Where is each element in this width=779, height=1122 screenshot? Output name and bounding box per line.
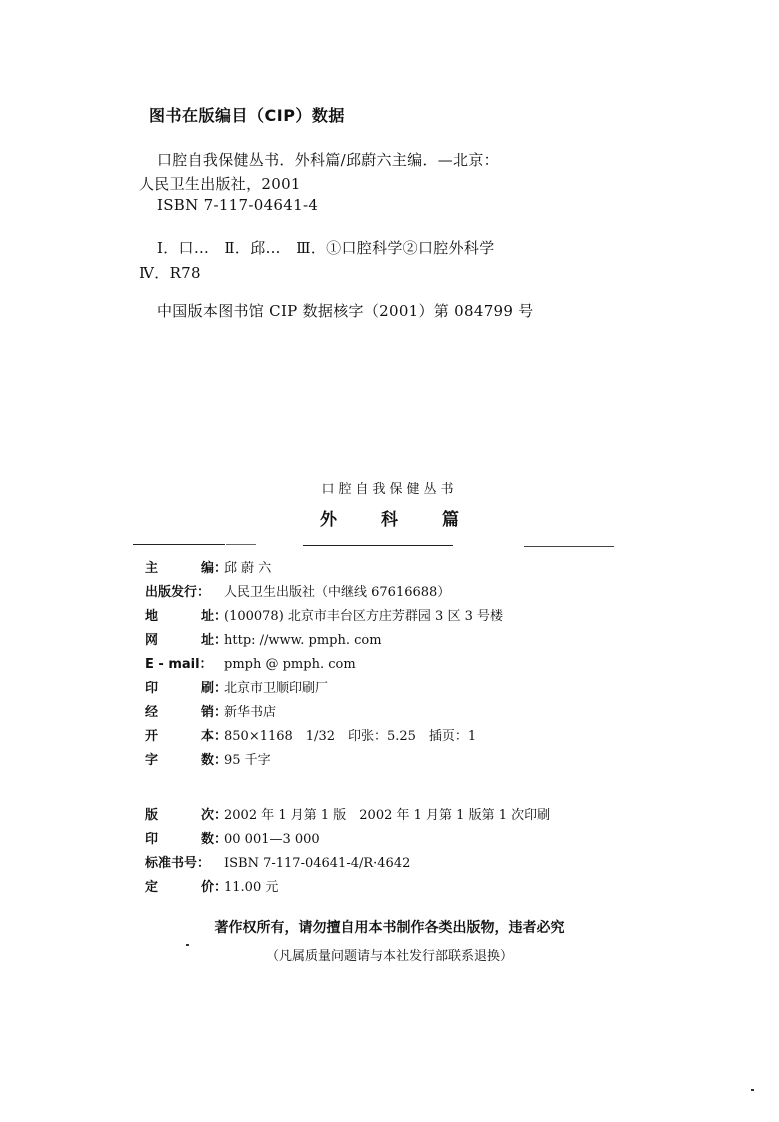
cip-classification: Ⅰ．口… Ⅱ．邱… Ⅲ．①口腔科学②口腔外科学: [157, 239, 495, 257]
info-label: 次：: [201, 808, 228, 823]
info-label: 址：: [201, 633, 228, 648]
info-label: 网: [145, 633, 159, 648]
info-label: 印: [145, 832, 159, 847]
info-row-isbn: [145, 854, 410, 874]
info-row-printer: [145, 679, 328, 699]
info-label: 出版发行：: [145, 585, 211, 600]
info-value: pmph @ pmph. com: [224, 657, 356, 672]
info-row-format: [145, 727, 476, 747]
divider-rule: [303, 545, 453, 546]
info-label: 价：: [201, 880, 228, 895]
info-label: 开: [145, 729, 159, 744]
info-value: ISBN 7-117-04641-4/R·4642: [224, 856, 411, 871]
info-value: 新华书店: [224, 705, 277, 720]
info-value: 95 千字: [224, 753, 271, 768]
info-label: 地: [145, 609, 159, 624]
info-value: 00 001—3 000: [224, 832, 320, 847]
returns-notice: （凡属质量问题请与本社发行部联系退换）: [265, 949, 513, 964]
info-row-editor: [145, 559, 271, 579]
book-title-char: 外: [320, 510, 337, 530]
info-value: 2002 年 1 月第 1 版 2002 年 1 月第 1 版第 1 次印刷: [224, 808, 551, 823]
info-row-print-run: [145, 830, 320, 850]
info-row-price: [145, 878, 278, 898]
book-title-char: 科: [381, 510, 398, 530]
info-label: 编：: [201, 561, 228, 576]
info-row-email: [145, 655, 356, 675]
info-label: 主: [145, 561, 159, 576]
book-title-char: 篇: [442, 510, 459, 530]
info-value: 北京市卫顺印刷厂: [224, 681, 329, 696]
book-title: [0, 505, 779, 530]
info-label: 数：: [201, 753, 228, 768]
info-row-word-count: [145, 751, 271, 771]
info-label: 标准书号：: [145, 856, 211, 871]
info-value: 邱 蔚 六: [224, 561, 272, 576]
info-label: 版: [145, 808, 159, 823]
info-value: 人民卫生出版社（中继线 67616688）: [224, 585, 451, 600]
cip-title: 图书在版编目（CIP）数据: [149, 106, 345, 125]
info-label: 数：: [201, 832, 228, 847]
info-row-publisher: [145, 583, 450, 603]
info-label: 经: [145, 705, 159, 720]
series-name: 口腔自我保健丛书: [321, 482, 458, 497]
info-label: E - mail：: [145, 657, 213, 672]
cip-clc-number: Ⅳ．R78: [139, 264, 201, 282]
info-value: 11.00 元: [224, 880, 279, 895]
divider-rule: [226, 544, 256, 545]
copyright-notice: 著作权所有，请勿擅自用本书制作各类出版物，违者必究: [214, 920, 565, 936]
cip-isbn: ISBN 7-117-04641-4: [157, 196, 319, 214]
info-label: 定: [145, 880, 159, 895]
info-value: (100078) 北京市丰台区方庄芳群园 3 区 3 号楼: [224, 609, 503, 624]
info-label: 刷：: [201, 681, 228, 696]
info-row-website: [145, 631, 382, 651]
info-value: 850×1168 1/32 印张：5.25 插页：1: [224, 729, 477, 744]
divider-rule: [133, 544, 225, 545]
info-label: 销：: [201, 705, 228, 720]
cip-line-1: 口腔自我保健丛书．外科篇/邱蔚六主编．—北京：: [157, 151, 499, 169]
info-label: 本：: [201, 729, 228, 744]
scan-speck: [186, 944, 189, 946]
divider-rule: [524, 546, 614, 547]
info-label: 字: [145, 753, 159, 768]
cip-record-number: 中国版本图书馆 CIP 数据核字（2001）第 084799 号: [157, 302, 534, 320]
info-row-address: [145, 607, 503, 627]
cip-line-2: 人民卫生出版社，2001: [139, 175, 301, 193]
info-value: http: //www. pmph. com: [224, 633, 382, 648]
info-row-edition: [145, 806, 550, 826]
info-label: 址：: [201, 609, 228, 624]
info-row-distributor: [145, 703, 276, 723]
info-label: 印: [145, 681, 159, 696]
scan-speck: [751, 1089, 754, 1091]
